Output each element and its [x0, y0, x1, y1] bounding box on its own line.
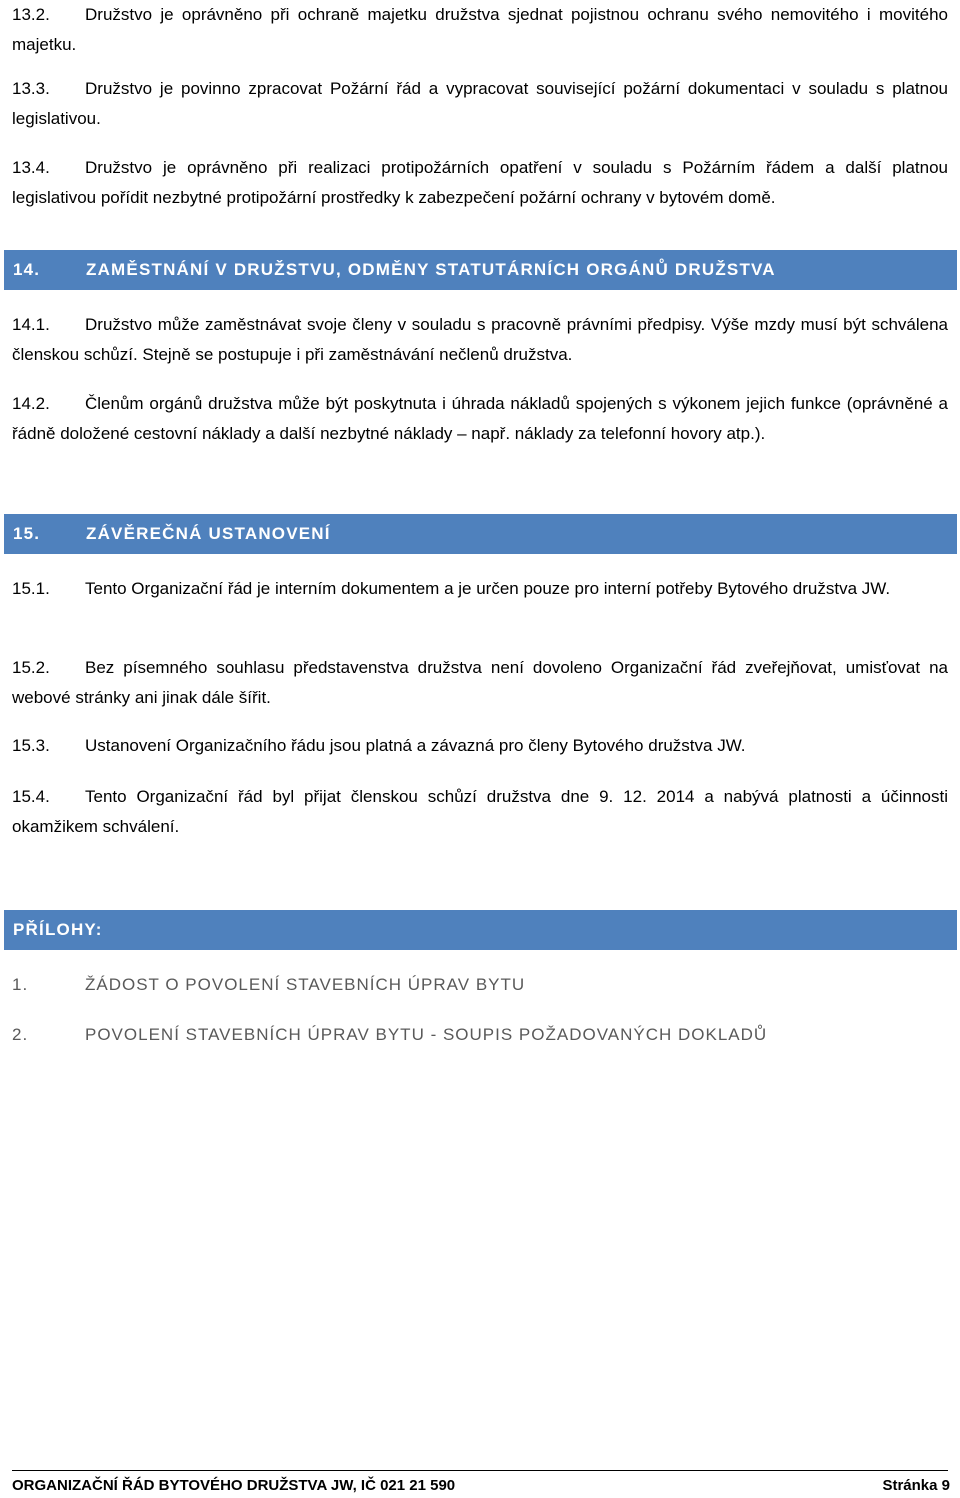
paragraph-13-3	[12, 74, 948, 133]
paragraph-14-2	[12, 389, 948, 448]
annex-title: POVOLENÍ STAVEBNÍCH ÚPRAV BYTU - SOUPIS POŽADOVANÝCH DOKLADŮ	[85, 1025, 768, 1044]
paragraph-text: Bez písemného souhlasu představenstva družstva není dovoleno Organizační řád zveřejňovat, umisťovat na webové stránky ani jinak dále šířit.	[12, 658, 948, 707]
footer-page-number: Stránka 9	[882, 1477, 950, 1494]
section-heading-14	[4, 250, 957, 290]
annex-number: 2.	[12, 1025, 29, 1044]
paragraph-number: 15.1.	[12, 579, 50, 598]
paragraph-15-2	[12, 653, 948, 712]
paragraph-text: Členům orgánů družstva může být poskytnuta i úhrada nákladů spojených s výkonem jejich funkce (oprávněné a řádně doložené cestovní náklady a další nezbytné náklady – např. náklady za telefonní hovory atp.).	[12, 394, 948, 443]
paragraph-15-3	[12, 731, 948, 761]
paragraph-text: Družstvo je oprávněno při realizaci protipožárních opatření v souladu s Požárním řádem a další platnou legislativou pořídit nezbytné protipožární prostředky k zabezpečení požární ochrany v bytovém domě.	[12, 158, 948, 207]
paragraph-text: Ustanovení Organizačního řádu jsou platná a závazná pro členy Bytového družstva JW.	[85, 736, 746, 755]
paragraph-text: Tento Organizační řád byl přijat členskou schůzí družstva dne 9. 12. 2014 a nabývá platnosti a účinnosti okamžikem schválení.	[12, 787, 948, 836]
paragraph-number: 13.2.	[12, 5, 50, 24]
paragraph-number: 15.3.	[12, 736, 50, 755]
paragraph-number: 13.4.	[12, 158, 50, 177]
annex-item	[12, 973, 525, 997]
paragraph-15-4	[12, 782, 948, 841]
paragraph-text: Tento Organizační řád je interním dokumentem a je určen pouze pro interní potřeby Bytového družstva JW.	[85, 579, 891, 598]
paragraph-number: 13.3.	[12, 79, 50, 98]
paragraph-15-1	[12, 574, 948, 604]
heading-title: ZÁVĚREČNÁ USTANOVENÍ	[86, 524, 331, 543]
paragraph-13-2	[12, 0, 948, 59]
heading-number: 15.	[13, 524, 41, 543]
annex-title: ŽÁDOST O POVOLENÍ STAVEBNÍCH ÚPRAV BYTU	[85, 975, 526, 994]
heading-number: 14.	[13, 260, 41, 279]
paragraph-text: Družstvo je povinno zpracovat Požární řád a vypracovat související požární dokumentaci v souladu s platnou legislativou.	[12, 79, 948, 128]
paragraph-text: Družstvo může zaměstnávat svoje členy v souladu s pracovně právními předpisy. Výše mzdy musí být schválena členskou schůzí. Stejně se postupuje i při zaměstnávání nečlenů družstva.	[12, 315, 948, 364]
paragraph-number: 14.2.	[12, 394, 50, 413]
heading-title: ZAMĚSTNÁNÍ V DRUŽSTVU, ODMĚNY STATUTÁRNÍCH ORGÁNŮ DRUŽSTVA	[86, 260, 776, 279]
footer-document-title: ORGANIZAČNÍ ŘÁD BYTOVÉHO DRUŽSTVA JW, IČ 021 21 590	[12, 1477, 456, 1494]
paragraph-text: Družstvo je oprávněno při ochraně majetku družstva sjednat pojistnou ochranu svého nemovitého i movitého majetku.	[12, 5, 948, 54]
heading-title: PŘÍLOHY:	[13, 920, 103, 939]
footer-divider	[12, 1470, 948, 1471]
annex-item	[12, 1023, 767, 1047]
annexes-heading	[4, 910, 957, 950]
section-heading-15	[4, 514, 957, 554]
paragraph-number: 15.2.	[12, 658, 50, 677]
annex-number: 1.	[12, 975, 29, 994]
paragraph-14-1	[12, 310, 948, 369]
paragraph-number: 14.1.	[12, 315, 50, 334]
paragraph-number: 15.4.	[12, 787, 50, 806]
paragraph-13-4	[12, 153, 948, 212]
